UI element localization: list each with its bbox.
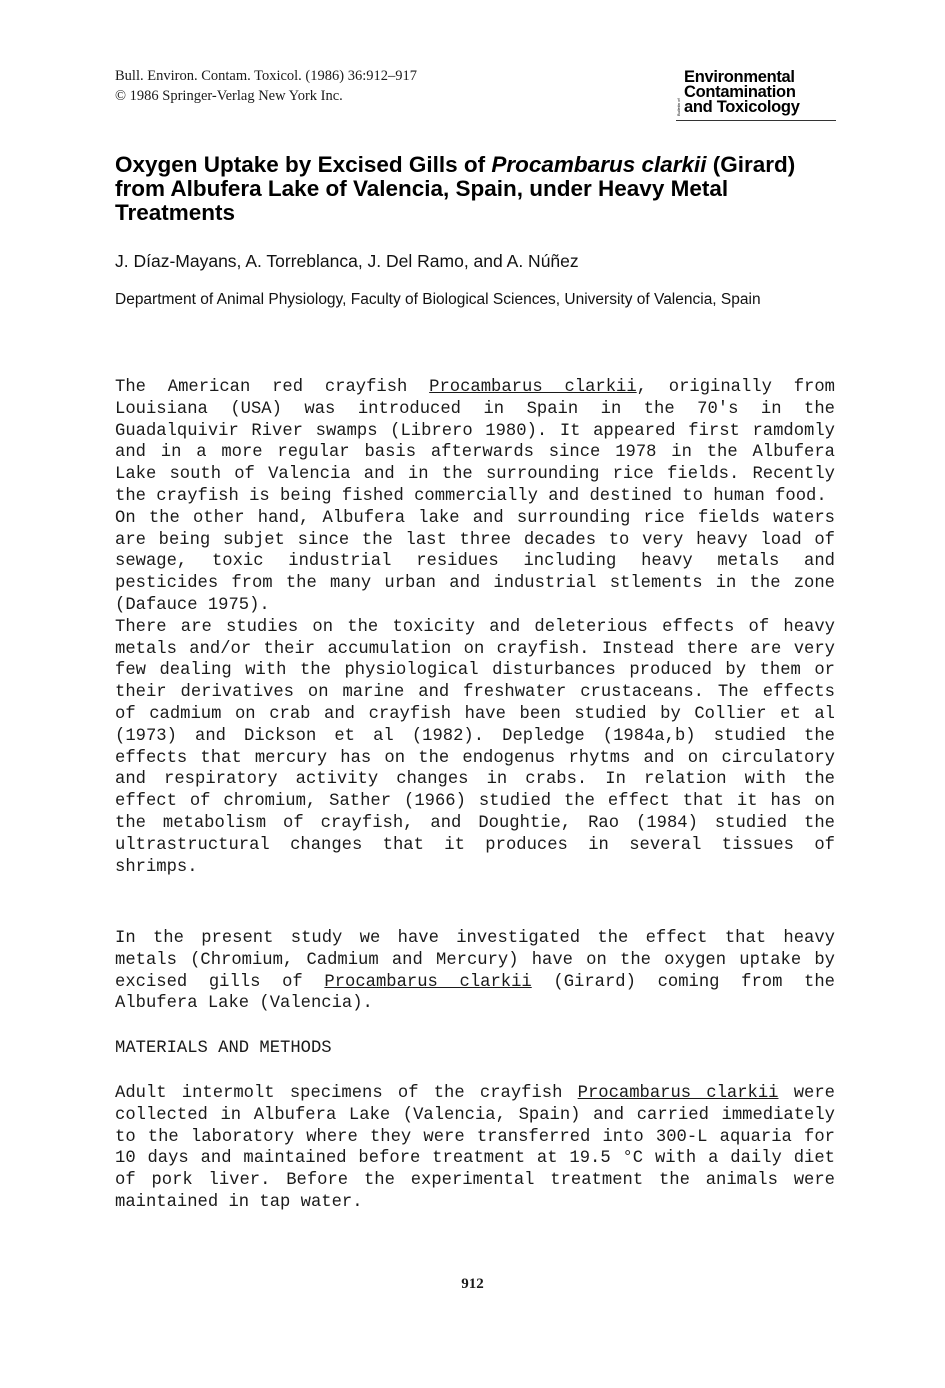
intro-paragraph-3: There are studies on the toxicity and deleterious effects of heavy metals and/or their accumulation on crayfish. Instead there are very few dealing with the physiological disturbances produced by them or their derivatives on marine and freshwater crustaceans. The effects of cadmium on crab and crayfish have been studied by Collier et al (1973) and Dickson et al (1982). Depledge (1984a,b) studied the effects that mercury has on the endogenus rhytms and on circulatory and respiratory activity changes in crabs. In relation with the effect of chromium, Sather (1966) studied the effect that it has on the metabolism of crayfish, and Doughtie, Rao (1984) studied the ultrastructural changes that it produces in several tissues of shrimps. [115,617,835,877]
copyright-line: © 1986 Springer-Verlag New York Inc. [115,88,343,104]
article-title [115,153,835,225]
introduction-section [115,377,835,878]
citation-line: Bull. Environ. Contam. Toxicol. (1986) 36:912–917 [115,68,417,84]
journal-rule [676,120,836,121]
present-study-paragraph [115,928,835,1015]
journal-logo [676,70,836,115]
methods-text [115,1083,835,1214]
intro-text-1a: The American red crayfish [115,378,430,397]
present-study-text [115,928,835,1015]
title-species: Procambarus clarkii [491,152,707,177]
page-number: 912 [461,1276,484,1292]
journal-vertical-text: Bulletin of [676,98,681,116]
present-text-b: (Girard) coming from the Albufera Lake (Valencia). [115,972,835,1014]
journal-name-line-3: and Toxicology [684,98,800,116]
species-name: Procambarus clarkii [577,1084,779,1103]
species-name: Procambarus clarkii [429,378,637,397]
title-part-1: Oxygen Uptake by Excised Gills of [115,152,492,177]
affiliation: Department of Animal Physiology, Faculty of Biological Sciences, University of Valencia, Spain [115,291,761,308]
present-text-a: In the present study we have investigated the effect that heavy metals (Chromium, Cadmium and Mercury) have on the oxygen uptake by excised gills of [115,929,835,992]
species-name: Procambarus clarkii [324,972,532,992]
intro-paragraph-1 [115,377,835,508]
intro-paragraph-2: On the other hand, Albufera lake and surrounding rice fields waters are being subjet since the last three decades to very heavy load of sewage, toxic industrial residues including heavy metals and pesticides from the many urban and industrial stlements in the zone (Dafauce 1975). [115,508,835,615]
author-list: J. Díaz-Mayans, A. Torreblanca, J. Del Ramo, and A. Núñez [115,251,579,271]
title-part-2: (Girard) from Albufera Lake of Valencia, Spain, under Heavy Metal Treatments [115,152,796,225]
methods-text-a: Adult intermolt specimens of the crayfish [115,1084,578,1103]
methods-heading: MATERIALS AND METHODS [115,1039,332,1058]
intro-text-1b: , originally from Louisiana (USA) was introduced in Spain in the 70's in the Guadalquivir River swamps (Librero 1980). It appeared first ramdomly and in a more regular basis afterwards since 1978 in the Albufera Lake south of Valencia and in the surrounding rice fields. Recently the crayfish is being fished commercially and destined to human food. [115,378,835,506]
running-header [115,66,417,106]
journal-name-line-1: Environmental [684,68,795,86]
journal-name-line-2: Contamination [684,83,796,101]
methods-paragraph [115,1083,835,1214]
methods-text-b: were collected in Albufera Lake (Valencia, Spain) and carried immediately to the laboratory where they were transferred into 300-L aquaria for 10 days and maintained before treatment at 19.5 °C with a daily diet of pork liver. Before the experimental treatment the animals were maintained in tap water. [115,1084,835,1212]
